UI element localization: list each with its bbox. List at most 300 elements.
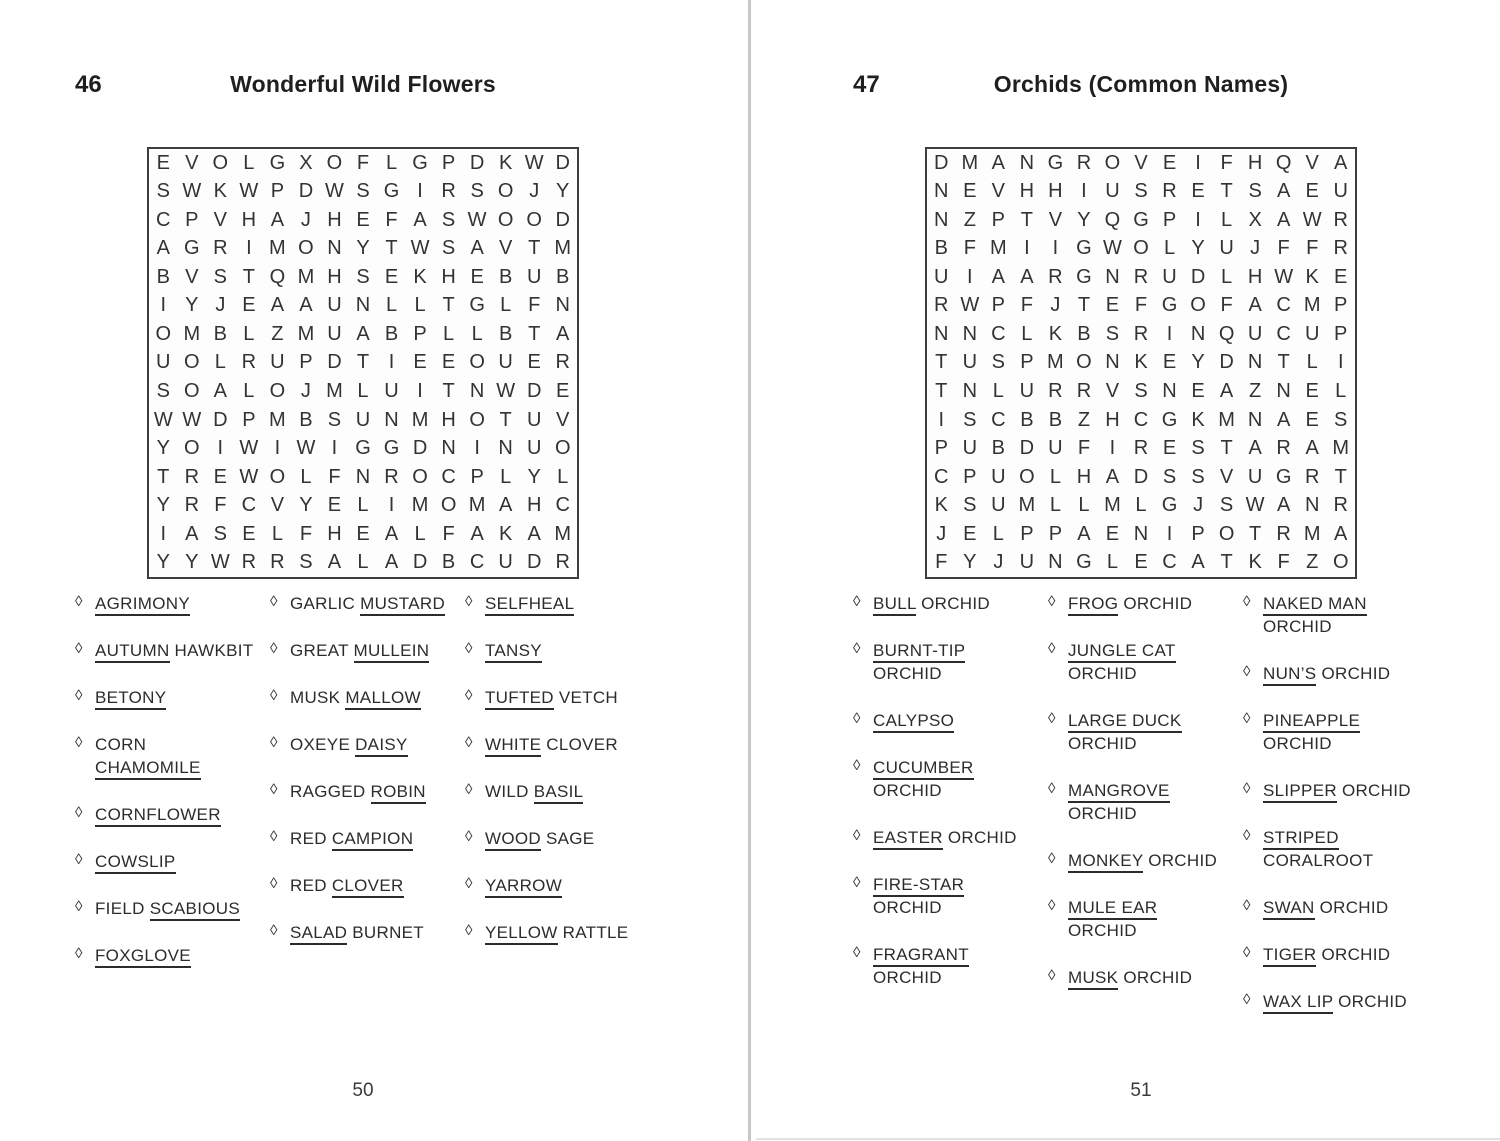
- word-list-entry: [270, 639, 462, 662]
- grid-letter: L: [243, 151, 255, 174]
- grid-letter: L: [471, 322, 483, 345]
- grid-letter: U: [156, 351, 171, 374]
- grid-letter: W: [325, 180, 344, 203]
- grid-letter: T: [242, 265, 255, 288]
- word-list-line: AGRIMONY: [95, 592, 267, 615]
- grid-letter: W: [153, 408, 173, 431]
- grid-letter: D: [412, 551, 428, 574]
- grid-letter: Q: [1104, 208, 1121, 231]
- word-list-entry: [465, 874, 657, 897]
- diamond-bullet-icon: ◊: [1048, 593, 1056, 610]
- grid-letter: Y: [356, 237, 370, 260]
- grid-letter: S: [1134, 180, 1148, 203]
- grid-letter: I: [1024, 237, 1030, 260]
- grid-letter: U: [526, 265, 542, 288]
- grid-letter: G: [1161, 494, 1178, 517]
- diamond-bullet-icon: ◊: [465, 828, 473, 845]
- word-list-entry: [75, 592, 267, 615]
- diamond-bullet-icon: ◊: [465, 734, 473, 751]
- grid-letter: L: [1106, 551, 1119, 574]
- grid-letter: C: [1162, 551, 1177, 574]
- word-list-line: CORALROOT: [1263, 851, 1374, 870]
- grid-letter: W: [239, 437, 259, 460]
- grid-letter: V: [1219, 465, 1234, 488]
- grid-letter: I: [160, 294, 167, 317]
- grid-letter: V: [556, 408, 570, 431]
- grid-letter: D: [469, 151, 485, 174]
- grid-letter: V: [185, 151, 199, 174]
- grid-letter: K: [213, 180, 227, 203]
- diamond-bullet-icon: ◊: [853, 757, 861, 774]
- grid-letter: W: [239, 180, 259, 203]
- diamond-bullet-icon: ◊: [853, 944, 861, 961]
- grid-letter: I: [160, 522, 167, 545]
- word-list-line: BURNT-TIP: [873, 639, 1045, 662]
- diamond-bullet-icon: ◊: [1243, 944, 1251, 961]
- grid-letter: P: [934, 437, 948, 460]
- grid-letter: J: [300, 380, 311, 403]
- puzzle-title: Orchids (Common Names): [993, 71, 1289, 97]
- word-list-line: ORCHID: [873, 664, 942, 683]
- word-list-entry: [1048, 849, 1240, 872]
- grid-letter: D: [298, 180, 314, 203]
- grid-letter: I: [1337, 351, 1344, 374]
- grid-letter: B: [1077, 322, 1091, 345]
- grid-letter: Q: [1275, 151, 1292, 174]
- grid-letter: H: [327, 265, 342, 288]
- grid-letter: R: [270, 551, 285, 574]
- grid-letter: A: [1276, 180, 1291, 203]
- diamond-bullet-icon: ◊: [465, 640, 473, 657]
- word-list-line: MUSK ORCHID: [1068, 966, 1240, 989]
- diamond-bullet-icon: ◊: [1048, 710, 1056, 727]
- grid-letter: R: [1048, 380, 1063, 403]
- grid-letter: B: [498, 322, 513, 345]
- puzzle-page-right: [778, 0, 1500, 1141]
- grid-letter: E: [213, 465, 227, 488]
- grid-letter: W: [239, 465, 259, 488]
- word-list-entry: [465, 639, 657, 662]
- grid-letter: E: [527, 351, 541, 374]
- word-list-entry: [853, 756, 1045, 802]
- grid-letter: W: [410, 237, 430, 260]
- grid-letter: E: [1162, 351, 1177, 374]
- grid-letter: O: [497, 180, 514, 203]
- grid-letter: K: [934, 494, 948, 517]
- grid-letter: T: [499, 408, 512, 431]
- grid-letter: U: [991, 465, 1006, 488]
- grid-letter: T: [528, 322, 541, 345]
- grid-letter: P: [441, 151, 456, 174]
- grid-letter: F: [442, 522, 455, 545]
- grid-letter: G: [1076, 551, 1092, 574]
- grid-letter: R: [934, 294, 949, 317]
- grid-letter: S: [156, 380, 170, 403]
- grid-letter: N: [1133, 522, 1149, 545]
- grid-letter: A: [470, 522, 484, 545]
- grid-letter: O: [326, 151, 343, 174]
- grid-letter: B: [156, 265, 170, 288]
- grid-letter: J: [215, 294, 226, 317]
- grid-letter: A: [527, 522, 541, 545]
- grid-letter: L: [214, 351, 226, 374]
- grid-letter: E: [1191, 380, 1205, 403]
- grid-letter: W: [1103, 237, 1122, 260]
- word-list-line: FOXGLOVE: [95, 944, 267, 967]
- grid-letter: R: [1333, 494, 1348, 517]
- word-list-entry: [1048, 592, 1240, 615]
- grid-letter: O: [1332, 551, 1349, 574]
- grid-letter: J: [1193, 494, 1204, 517]
- grid-letter: M: [554, 237, 572, 260]
- word-list-line: ORCHID: [1068, 804, 1137, 823]
- grid-letter: A: [1248, 437, 1262, 460]
- word-list-entry: [1048, 966, 1240, 989]
- grid-letter: G: [1161, 294, 1178, 317]
- grid-letter: D: [555, 208, 570, 231]
- grid-letter: T: [528, 237, 541, 260]
- grid-letter: L: [357, 494, 369, 517]
- word-list-line: CORN: [95, 735, 147, 754]
- grid-letter: T: [1220, 180, 1233, 203]
- grid-letter: O: [1104, 151, 1121, 174]
- grid-letter: G: [1047, 151, 1064, 174]
- grid-letter: Q: [269, 265, 286, 288]
- word-list-entry: [270, 592, 462, 615]
- word-list-line: FRAGRANT: [873, 943, 1045, 966]
- diamond-bullet-icon: ◊: [465, 922, 473, 939]
- diamond-bullet-icon: ◊: [270, 828, 278, 845]
- grid-letter: D: [555, 151, 570, 174]
- word-list-line: TANSY: [485, 639, 657, 662]
- grid-letter: L: [500, 294, 512, 317]
- word-list-line: RED CAMPION: [290, 827, 462, 850]
- grid-letter: R: [384, 465, 399, 488]
- grid-letter: N: [1304, 494, 1320, 517]
- grid-letter: Z: [1077, 408, 1091, 431]
- grid-letter: L: [414, 294, 426, 317]
- grid-letter: T: [442, 380, 455, 403]
- grid-letter: M: [297, 265, 315, 288]
- grid-letter: L: [1163, 237, 1176, 260]
- grid-letter: O: [212, 151, 229, 174]
- grid-letter: P: [1334, 294, 1348, 317]
- grid-letter: A: [270, 208, 285, 231]
- grid-letter: M: [269, 408, 286, 431]
- word-list-line: FROG ORCHID: [1068, 592, 1240, 615]
- grid-letter: R: [1076, 380, 1092, 403]
- diamond-bullet-icon: ◊: [1243, 897, 1251, 914]
- word-list-entry: [853, 826, 1045, 849]
- grid-letter: N: [1247, 408, 1263, 431]
- grid-letter: G: [383, 180, 400, 203]
- puzzle-title: Wonderful Wild Flowers: [230, 71, 496, 97]
- word-list-entry: [1243, 896, 1435, 919]
- grid-letter: I: [388, 494, 395, 517]
- grid-letter: D: [1133, 465, 1149, 488]
- word-list-line: YARROW: [485, 874, 657, 897]
- grid-letter: P: [1191, 522, 1205, 545]
- grid-letter: R: [555, 551, 570, 574]
- grid-letter: P: [185, 208, 199, 231]
- grid-letter: Y: [156, 437, 170, 460]
- grid-letter: G: [1076, 237, 1092, 260]
- grid-letter: U: [1333, 180, 1348, 203]
- diamond-bullet-icon: ◊: [1243, 663, 1251, 680]
- grid-letter: F: [935, 551, 948, 574]
- diamond-bullet-icon: ◊: [270, 640, 278, 657]
- grid-letter: M: [411, 494, 429, 517]
- word-list-line: MONKEY ORCHID: [1068, 849, 1240, 872]
- word-list-line: LARGE DUCK: [1068, 709, 1240, 732]
- grid-letter: R: [241, 551, 257, 574]
- grid-letter: M: [1332, 437, 1350, 460]
- grid-letter: B: [441, 551, 456, 574]
- grid-letter: R: [1133, 322, 1149, 345]
- diamond-bullet-icon: ◊: [75, 945, 83, 962]
- grid-letter: K: [1134, 351, 1148, 374]
- grid-letter: W: [467, 208, 487, 231]
- diamond-bullet-icon: ◊: [853, 640, 861, 657]
- grid-letter: S: [1105, 322, 1120, 345]
- grid-letter: O: [469, 351, 485, 374]
- word-list-line: WAX LIP ORCHID: [1263, 990, 1435, 1013]
- grid-letter: S: [1162, 465, 1177, 488]
- grid-letter: G: [1161, 408, 1178, 431]
- grid-letter: S: [963, 494, 977, 517]
- word-list-line: ORCHID: [873, 781, 942, 800]
- word-list-line: TIGER ORCHID: [1263, 943, 1435, 966]
- grid-letter: Y: [527, 465, 541, 488]
- grid-letter: E: [327, 494, 342, 517]
- grid-letter: N: [1048, 551, 1063, 574]
- grid-letter: S: [441, 237, 456, 260]
- grid-letter: G: [1076, 265, 1092, 288]
- grid-letter: R: [241, 351, 257, 374]
- grid-letter: U: [962, 351, 978, 374]
- grid-letter: H: [327, 208, 342, 231]
- grid-letter: T: [935, 380, 948, 403]
- grid-letter: K: [498, 151, 513, 174]
- grid-letter: L: [1021, 322, 1033, 345]
- grid-letter: W: [296, 437, 316, 460]
- diamond-bullet-icon: ◊: [1243, 593, 1251, 610]
- grid-letter: Y: [556, 180, 570, 203]
- grid-letter: E: [1191, 180, 1205, 203]
- word-list-line: WOOD SAGE: [485, 827, 657, 850]
- grid-letter: F: [385, 208, 398, 231]
- grid-letter: M: [269, 237, 286, 260]
- grid-letter: U: [526, 408, 542, 431]
- word-list-entry: [270, 921, 462, 944]
- diamond-bullet-icon: ◊: [75, 734, 83, 751]
- grid-letter: U: [355, 408, 371, 431]
- grid-letter: M: [1303, 522, 1321, 545]
- grid-letter: A: [270, 294, 285, 317]
- grid-letter: I: [274, 437, 281, 460]
- grid-letter: H: [1076, 465, 1092, 488]
- word-list-entry: [75, 639, 267, 662]
- grid-letter: H: [1247, 151, 1263, 174]
- grid-letter: A: [327, 551, 342, 574]
- grid-letter: E: [1105, 294, 1120, 317]
- grid-letter: P: [470, 465, 484, 488]
- diamond-bullet-icon: ◊: [1048, 640, 1056, 657]
- grid-letter: L: [243, 380, 255, 403]
- grid-letter: N: [934, 322, 949, 345]
- grid-letter: E: [356, 208, 370, 231]
- grid-letter: U: [270, 351, 285, 374]
- word-list-entry: [853, 709, 1045, 732]
- grid-letter: I: [1195, 151, 1201, 174]
- word-list-entry: [853, 873, 1045, 919]
- grid-letter: Y: [1191, 237, 1205, 260]
- grid-letter: E: [1162, 151, 1177, 174]
- grid-letter: F: [528, 294, 541, 317]
- grid-letter: V: [213, 208, 227, 231]
- grid-letter: O: [497, 208, 514, 231]
- grid-letter: N: [384, 408, 399, 431]
- grid-letter: F: [1220, 151, 1233, 174]
- grid-letter: F: [356, 151, 370, 174]
- diamond-bullet-icon: ◊: [1048, 967, 1056, 984]
- grid-letter: C: [1276, 294, 1291, 317]
- grid-letter: S: [327, 408, 342, 431]
- grid-letter: K: [1191, 408, 1205, 431]
- grid-letter: J: [1250, 237, 1261, 260]
- grid-letter: V: [498, 237, 513, 260]
- grid-letter: G: [1275, 465, 1292, 488]
- grid-letter: U: [1019, 551, 1035, 574]
- grid-letter: R: [184, 494, 200, 517]
- grid-letter: B: [556, 265, 570, 288]
- grid-letter: S: [299, 551, 313, 574]
- grid-letter: V: [991, 180, 1005, 203]
- grid-letter: P: [991, 208, 1005, 231]
- grid-letter: A: [556, 322, 570, 345]
- grid-letter: N: [1276, 380, 1291, 403]
- grid-letter: T: [1220, 437, 1233, 460]
- grid-letter: I: [217, 437, 224, 460]
- grid-letter: S: [156, 180, 170, 203]
- grid-letter: C: [1133, 408, 1149, 431]
- grid-letter: A: [356, 322, 370, 345]
- grid-letter: U: [327, 294, 342, 317]
- grid-letter: V: [1134, 151, 1148, 174]
- grid-letter: F: [1134, 294, 1148, 317]
- grid-letter: D: [526, 380, 542, 403]
- grid-letter: H: [441, 265, 456, 288]
- grid-letter: R: [1162, 180, 1177, 203]
- word-list-column: [853, 592, 1045, 1013]
- grid-letter: I: [331, 437, 338, 460]
- grid-letter: Y: [1191, 351, 1205, 374]
- grid-letter: E: [441, 351, 456, 374]
- grid-letter: M: [989, 237, 1007, 260]
- grid-letter: L: [1135, 494, 1147, 517]
- grid-letter: V: [1105, 380, 1120, 403]
- word-list-line: MULE EAR: [1068, 896, 1240, 919]
- grid-letter: F: [963, 237, 976, 260]
- grid-letter: B: [991, 437, 1005, 460]
- grid-letter: A: [991, 151, 1005, 174]
- grid-letter: N: [1247, 351, 1263, 374]
- diamond-bullet-icon: ◊: [853, 874, 861, 891]
- diamond-bullet-icon: ◊: [270, 593, 278, 610]
- grid-letter: J: [993, 551, 1004, 574]
- grid-letter: O: [440, 494, 457, 517]
- grid-letter: L: [271, 522, 283, 545]
- grid-letter: A: [413, 208, 427, 231]
- grid-letter: E: [1305, 408, 1319, 431]
- grid-letter: N: [555, 294, 570, 317]
- grid-letter: S: [441, 208, 456, 231]
- grid-letter: F: [214, 494, 227, 517]
- grid-letter: S: [1248, 180, 1262, 203]
- grid-letter: U: [498, 351, 513, 374]
- diamond-bullet-icon: ◊: [1243, 780, 1251, 797]
- puzzle-number: 47: [853, 71, 880, 98]
- grid-letter: E: [1134, 551, 1148, 574]
- word-list-line: ORCHID: [873, 898, 942, 917]
- word-list-line: YELLOW RATTLE: [485, 921, 657, 944]
- grid-letter: S: [356, 265, 370, 288]
- grid-letter: S: [1334, 408, 1348, 431]
- grid-letter: A: [1334, 151, 1348, 174]
- grid-letter: L: [1049, 494, 1061, 517]
- grid-letter: E: [242, 522, 256, 545]
- grid-letter: S: [1191, 465, 1205, 488]
- grid-letter: N: [934, 208, 949, 231]
- word-list-line: GREAT MULLEIN: [290, 639, 462, 662]
- grid-letter: S: [356, 180, 370, 203]
- diamond-bullet-icon: ◊: [1243, 827, 1251, 844]
- word-list-entry: [1243, 709, 1435, 755]
- grid-letter: T: [157, 465, 170, 488]
- grid-letter: A: [1334, 522, 1348, 545]
- grid-letter: L: [1049, 465, 1061, 488]
- diamond-bullet-icon: ◊: [853, 710, 861, 727]
- word-search-grid: [925, 147, 1357, 579]
- grid-letter: L: [500, 465, 512, 488]
- grid-letter: H: [1247, 265, 1263, 288]
- grid-letter: A: [1305, 437, 1319, 460]
- grid-letter: E: [963, 522, 977, 545]
- grid-letter: M: [554, 522, 572, 545]
- word-list-entry: [270, 827, 462, 850]
- grid-letter: P: [1334, 322, 1348, 345]
- word-list-entry: [270, 733, 462, 756]
- diamond-bullet-icon: ◊: [75, 851, 83, 868]
- word-list-entry: [853, 639, 1045, 685]
- word-list-entry: [1243, 592, 1435, 638]
- grid-letter: R: [1276, 437, 1291, 460]
- word-list-column: [75, 592, 267, 991]
- grid-letter: T: [356, 351, 370, 374]
- word-list-line: ORCHID: [1068, 734, 1137, 753]
- diamond-bullet-icon: ◊: [465, 875, 473, 892]
- word-list-entry: [75, 733, 267, 779]
- grid-letter: S: [1134, 380, 1148, 403]
- grid-letter: I: [1109, 437, 1116, 460]
- word-list-entry: [853, 592, 1045, 615]
- grid-letter: E: [384, 265, 399, 288]
- grid-letter: B: [1020, 408, 1034, 431]
- grid-letter: L: [992, 522, 1004, 545]
- grid-letter: P: [1020, 522, 1034, 545]
- grid-letter: U: [1247, 465, 1263, 488]
- word-list-line: BETONY: [95, 686, 267, 709]
